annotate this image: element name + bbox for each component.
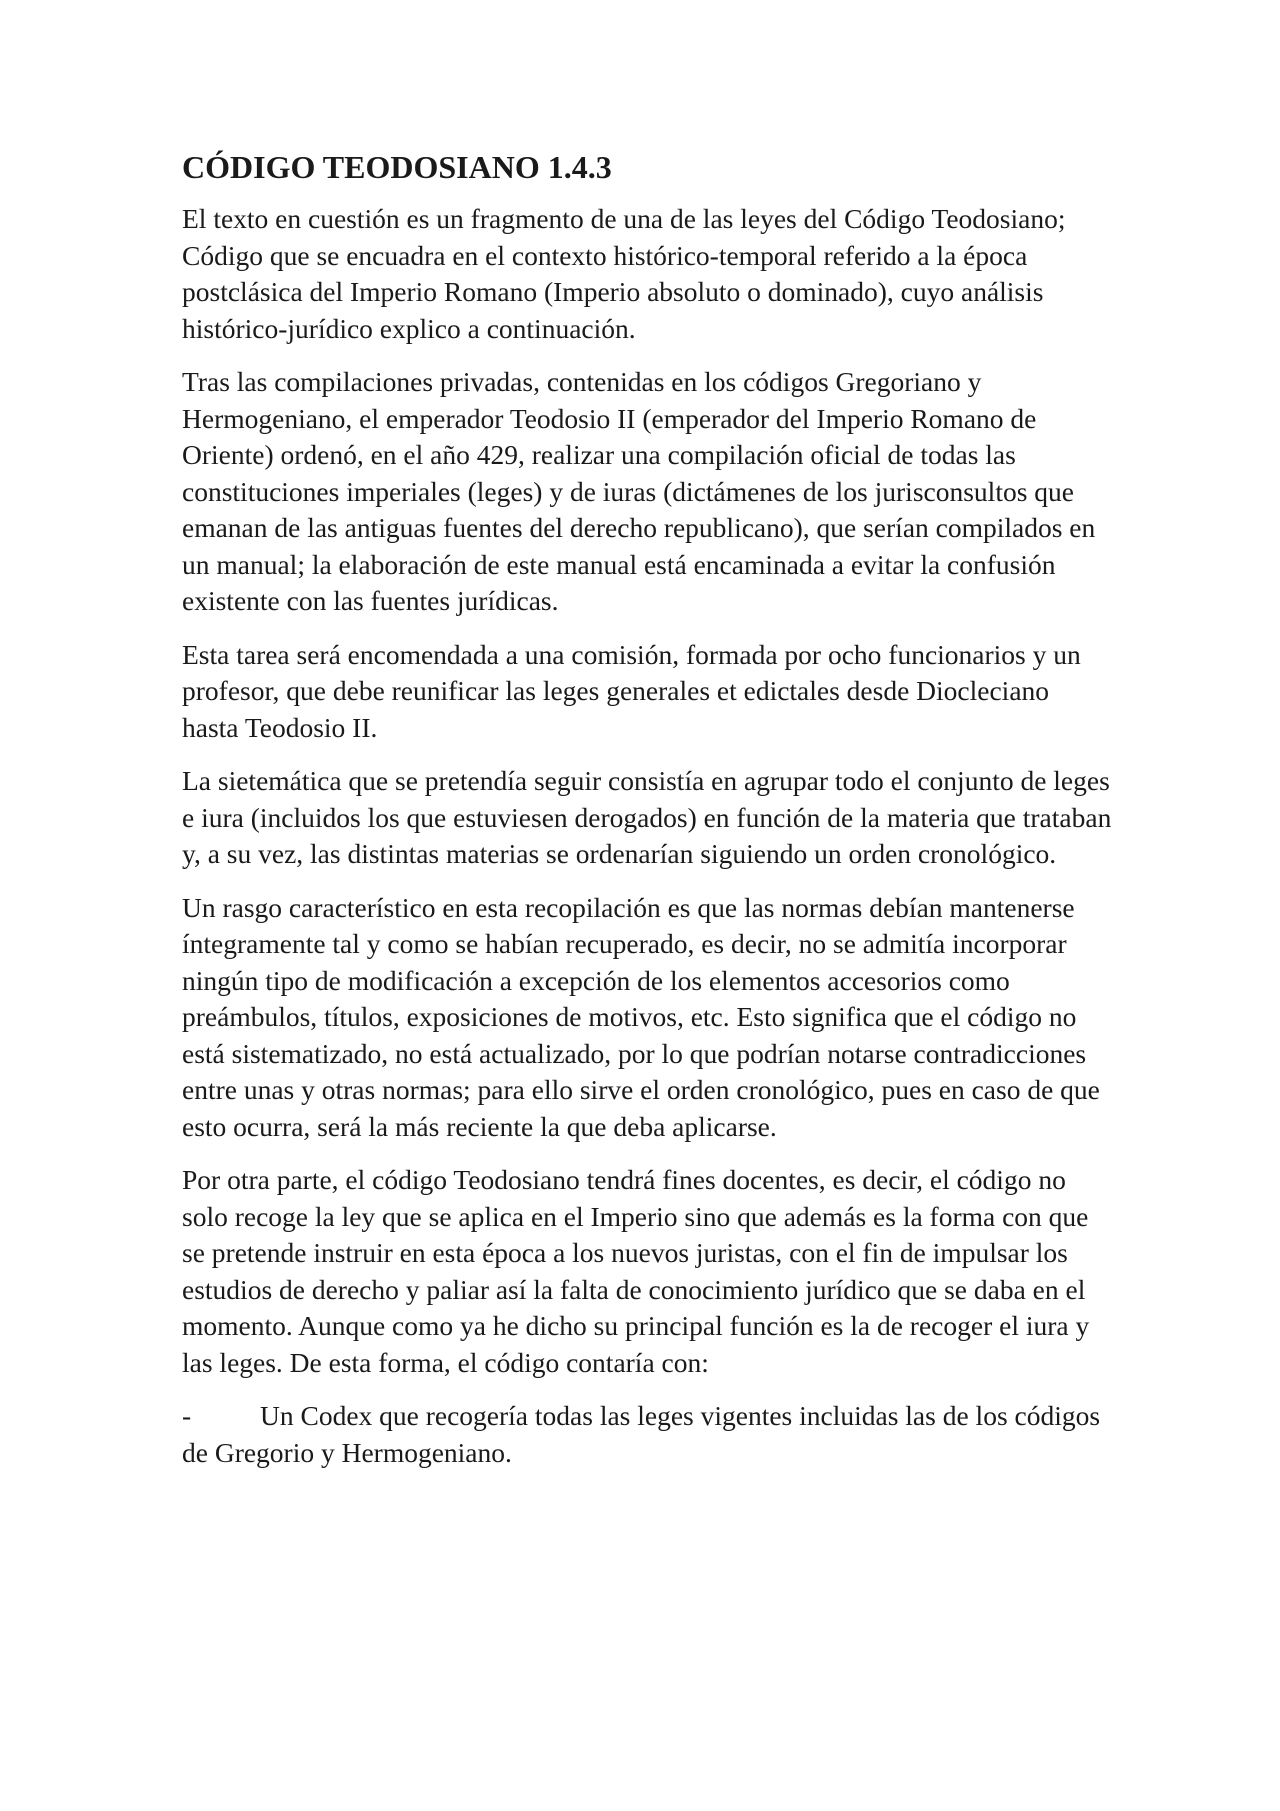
list-item-codex [182, 1398, 1112, 1471]
paragraph-characteristic: Un rasgo característico en esta recopilación es que las normas debían mantenerse íntegramente tal y como se habían recuperado, es decir, no se admitía incorporar ningún tipo de modificación a excepción de los elementos accesorios como preámbulos, títulos, exposiciones de motivos, etc. Esto significa que el código no está sistematizado, no está actualizado, por lo que podrían notarse contradicciones entre unas y otras normas; para ello sirve el orden cronológico, pues en caso de que esto ocurra, será la más reciente la que deba aplicarse. [182, 891, 1100, 1142]
list-item-text: Un Codex que recogería todas las leges vigentes incluidas las de los códigos de Gregorio y Hermogeniano. [182, 1400, 1101, 1468]
paragraph-compilations: Tras las compilaciones privadas, contenidas en los códigos Gregoriano y Hermogeniano, el emperador Teodosio II (emperador del Imperio Romano de Oriente) ordenó, en el año 429, realizar una compilación oficial de todas las constituciones imperiales (leges) y de iuras (dictámenes de los jurisconsultos que emanan de las antiguas fuentes del derecho republicano), que serían compilados en un manual; la elaboración de este manual está encaminada a evitar la confusión existente con las fuentes jurídicas. [182, 366, 1096, 617]
list-marker: - [182, 1400, 192, 1432]
paragraph-systematics: La sietemática que se pretendía seguir consistía en agrupar todo el conjunto de leges e iura (incluidos los que estuviesen derogados) en función de la materia que trataban y, a su vez, las distintas materias se ordenarían siguiendo un orden cronológico. [182, 765, 1112, 870]
document-title: CÓDIGO TEODOSIANO 1.4.3 [182, 149, 612, 185]
paragraph-intro: El texto en cuestión es un fragmento de una de las leyes del Código Teodosiano; Código que se encuadra en el contexto histórico-temporal referido a la época postclásica del Imperio Romano (Imperio absoluto o dominado), cuyo análisis histórico-jurídico explico a continuación. [182, 203, 1066, 344]
paragraph-teaching: Por otra parte, el código Teodosiano tendrá fines docentes, es decir, el código no solo recoge la ley que se aplica en el Imperio sino que además es la forma con que se pretende instruir en esta época a los nuevos juristas, con el fin de impulsar los estudios de derecho y paliar así la falta de conocimiento jurídico que se daba en el momento. Aunque como ya he dicho su principal función es la de recoger el iura y las leges. De esta forma, el código contaría con: [182, 1164, 1090, 1378]
paragraph-commission: Esta tarea será encomendada a una comisión, formada por ocho funcionarios y un profesor, que debe reunificar las leges generales et edictales desde Diocleciano hasta Teodosio II. [182, 638, 1081, 743]
document-page [182, 148, 1112, 1471]
